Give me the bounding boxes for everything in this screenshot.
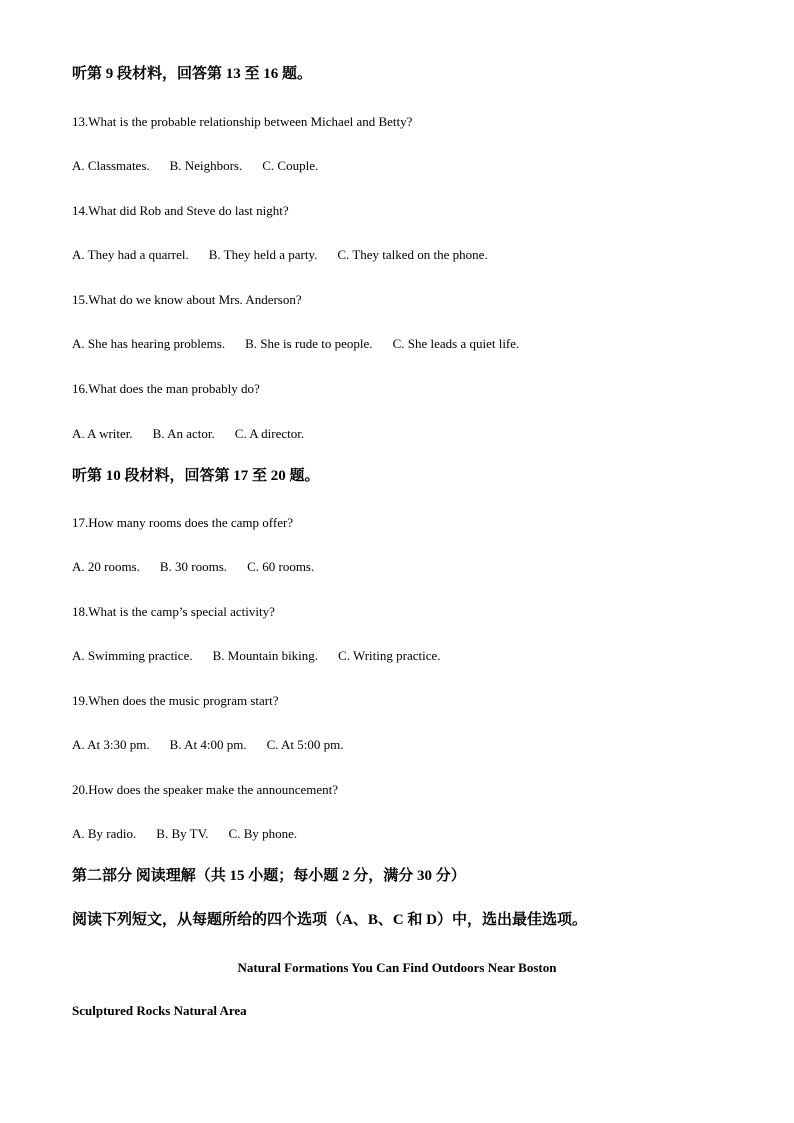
option-b: B. They held a party. <box>208 247 318 262</box>
question-14: 14.What did Rob and Steve do last night? <box>72 203 289 218</box>
option-a: A. They had a quarrel. <box>72 247 189 262</box>
option-c: C. They talked on the phone. <box>337 247 488 262</box>
question-15: 15.What do we know about Mrs. Anderson? <box>72 292 302 307</box>
question-13: 13.What is the probable relationship between Michael and Betty? <box>72 114 413 129</box>
question-19: 19.When does the music program start? <box>72 693 279 708</box>
question-20: 20.How does the speaker make the announcement? <box>72 782 339 797</box>
option-a: A. 20 rooms. <box>72 559 140 574</box>
option-a: A. By radio. <box>72 826 137 841</box>
option-b: B. She is rude to people. <box>245 336 373 351</box>
option-c: C. By phone. <box>228 826 298 841</box>
passage-subheading: Sculptured Rocks Natural Area <box>72 1003 247 1018</box>
option-b: B. Neighbors. <box>169 158 243 173</box>
option-b: B. At 4:00 pm. <box>169 737 247 752</box>
options-16 <box>72 427 304 440</box>
option-b: B. By TV. <box>156 826 209 841</box>
option-b: B. Mountain biking. <box>212 648 319 663</box>
options-19 <box>72 738 344 751</box>
passage-title: Natural Formations You Can Find Outdoors Near Boston <box>237 960 557 975</box>
options-20 <box>72 827 297 840</box>
question-18: 18.What is the camp’s special activity? <box>72 604 275 619</box>
option-c: C. Couple. <box>262 158 319 173</box>
option-c: C. 60 rooms. <box>247 559 315 574</box>
options-17 <box>72 560 314 573</box>
option-c: C. A director. <box>234 426 305 441</box>
question-17: 17.How many rooms does the camp offer? <box>72 515 294 530</box>
option-c: C. She leads a quiet life. <box>392 336 520 351</box>
option-c: C. Writing practice. <box>338 648 441 663</box>
question-16: 16.What does the man probably do? <box>72 381 260 396</box>
reading-instruction: 阅读下列短文，从每题所给的四个选项（A、B、C 和 D）中，选出最佳选项。 <box>72 912 588 928</box>
section-heading-9: 听第 9 段材料，回答第 13 至 16 题。 <box>72 66 313 82</box>
option-b: B. An actor. <box>152 426 215 441</box>
section-heading-10: 听第 10 段材料，回答第 17 至 20 题。 <box>72 468 320 484</box>
option-a: A. Classmates. <box>72 158 150 173</box>
option-a: A. At 3:30 pm. <box>72 737 150 752</box>
option-a: A. She has hearing problems. <box>72 336 226 351</box>
options-13 <box>72 159 318 172</box>
part-two-heading: 第二部分 阅读理解（共 15 小题；每小题 2 分，满分 30 分） <box>72 868 466 884</box>
option-a: A. A writer. <box>72 426 133 441</box>
option-a: A. Swimming practice. <box>72 648 193 663</box>
options-14 <box>72 248 488 261</box>
options-15 <box>72 337 519 350</box>
option-c: C. At 5:00 pm. <box>266 737 344 752</box>
option-b: B. 30 rooms. <box>159 559 228 574</box>
options-18 <box>72 649 441 662</box>
